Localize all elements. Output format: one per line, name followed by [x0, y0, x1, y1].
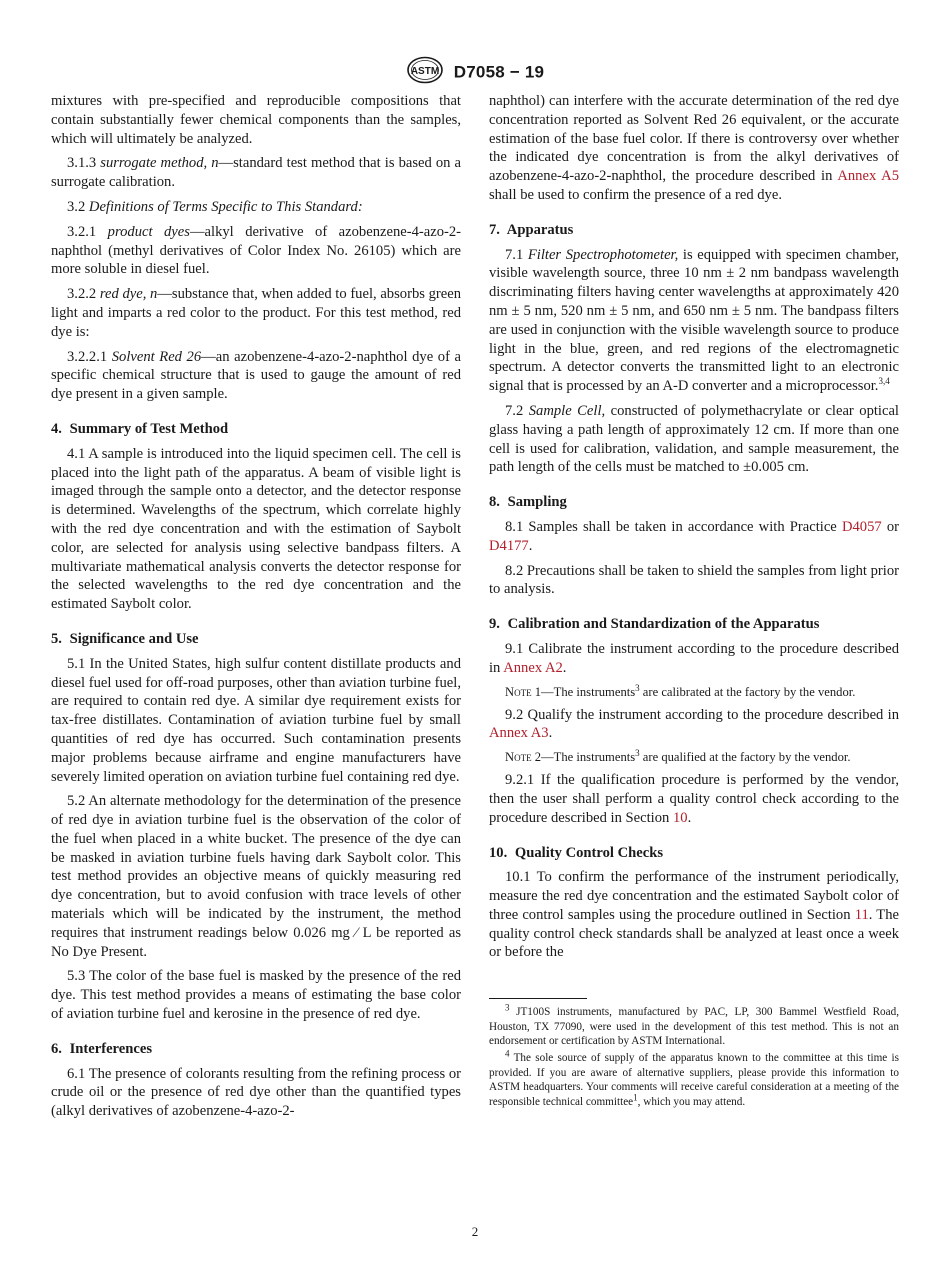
link-section-11[interactable]: 11 [854, 906, 869, 923]
section-heading-9: 9. Calibration and Standardization of the Apparatus [489, 616, 820, 633]
paragraph-7-2: 7.2 Sample Cell, constructed of polymethacrylate or clear optical glass having a path length of approximately 12 cm. If more than one cell is used for calibration, validation, and sample measurement, the path length of the cells must be matched to ±0.005 cm. [489, 402, 899, 476]
paragraph-9-1: 9.1 Calibrate the instrument according to the procedure described in Annex A2. [489, 640, 899, 676]
astm-logo-text: ASTM [410, 66, 439, 77]
section-heading-6: 6. Interferences [51, 1040, 152, 1057]
astm-logo-icon [406, 56, 444, 89]
paragraph-9-2-1: 9.2.1 If the qualification procedure is performed by the vendor, then the user shall perform a quality control check according to the procedure described in Section 10. [489, 772, 899, 826]
link-annex-a2[interactable]: Annex A2 [503, 659, 563, 676]
paragraph-3-2-2: 3.2.2 red dye, n—substance that, when added to fuel, absorbs green light and imparts a red color to the product. For this test method, red dye is: [51, 286, 461, 340]
section-heading-5: 5. Significance and Use [51, 630, 199, 647]
section-heading-10: 10. Quality Control Checks [489, 844, 664, 861]
note-2: Note 2—The instruments$^3$ are qualified at the factory by the vendor. [505, 747, 851, 765]
footnote-ref-3-4[interactable]: 3,4 [878, 376, 890, 387]
link-d4177[interactable]: D4177 [489, 537, 529, 554]
paragraph-8-2: 8.2 Precautions shall be taken to shield the samples from light prior to analysis. [489, 562, 899, 598]
paragraph-6-1: 6.1 The presence of colorants resulting from the refining process or crude oil or the presence of red dye other than the quantified types (alkyl derivatives of azobenzene-4-azo-2- [51, 1065, 461, 1120]
term-solvent-red-26: Solvent Red 26 [111, 348, 202, 365]
link-annex-a5[interactable]: Annex A5 [837, 168, 899, 185]
term-product-dyes: product dyes [107, 223, 190, 240]
paragraph-4-1: 4.1 A sample is introduced into the liquid specimen cell. The cell is placed into the light path of the apparatus. A beam of visible light is imaged through the sample onto a detector, and the detector response is determined. Wavelengths of the spectrum, which correlate highly with the red dye concentration and with the estimation of Saybolt color, are selected for analysis using selective bandpass filters. A multivariate mathematical analysis converts the detector response for the selected wavelengths to the red dye concentration and the estimated Saybolt color. [51, 445, 461, 613]
paragraph-10-1: 10.1 To confirm the performance of the instrument periodically, measure the red dye concentration and the estimated Saybolt color of three control samples using the procedure outlined in Section 11. The quality control check standards shall be analyzed at least once a week or before the [489, 869, 899, 961]
section-heading-4: 4. Summary of Test Method [51, 420, 229, 437]
paragraph-5-2: 5.2 An alternate methodology for the determination of the presence of red dye in aviation turbine fuel is the observation of the color of the fuel when placed in a white bucket. The presence of the dye can be masked in aviation turbine fuels having dark Saybolt color. This test method provides an objective means of quickly measuring red dye concentration, but to avoid confusion with trace levels of other materials which will be indicated by the instrument, the method requires that instrument readings below 0.026 mg ⁄ L be reported as No Dye Present. [51, 793, 461, 960]
section-heading-8: 8. Sampling [489, 494, 567, 511]
paragraph-3-2-1: 3.2.1 product dyes—alkyl derivative of azobenzene-4-azo-2-naphthol (methyl derivatives of Color Index No. 26105) which are more soluble in diesel fuel. [51, 223, 462, 278]
paragraph-5-3: 5.3 The color of the base fuel is masked by the presence of the red dye. This test method provides a means of estimating the base color of aviation turbine fuel and kerosine in the presence of red dye. [51, 968, 461, 1023]
link-section-10[interactable]: 10 [672, 809, 688, 826]
page-number: 2 [471, 1224, 479, 1239]
paragraph-5-1: 5.1 In the United States, high sulfur content distillate products and diesel fuel used for off-road purposes, other than aviation turbine fuel, are required to contain red dye. A similar dye requirement exists for tax-free distillates. Contamination of aviation turbine fuel by small quantities of red dye has occurred. Such contamination presents major problems because airframe and engine manufacturers have severely limited operation on aviation turbine fuel containing red dye. [51, 655, 461, 785]
paragraph-continued: mixtures with pre-specified and reproducible compositions that contain substantially fewer chemical components than the samples, which will ultimately be analyzed. [51, 93, 461, 147]
footnote-divider [489, 998, 587, 999]
term-sample-cell: Sample Cell, [528, 402, 606, 419]
term-surrogate-method: surrogate method, n [100, 155, 219, 172]
page-header [0, 56, 950, 89]
paragraph-3-2: 3.2 Definitions of Terms Specific to This Standard: [67, 198, 363, 215]
paragraph-6-1-continued: naphthol) can interfere with the accurate determination of the red dye concentration reported as Solvent Red 26 equivalent, or the accurate estimation of the base fuel color. If there is controversy over whether the indicated dye concentration is from the alkyl derivatives of azobenzene-4-azo-2-naphthol, the procedure described in Annex A5 shall be used to confirm the presence of a red dye. [489, 93, 899, 203]
document-designation: D7058 − 19 [453, 62, 545, 82]
link-annex-a3[interactable]: Annex A3 [489, 725, 549, 742]
paragraph-3-1-3: 3.1.3 surrogate method, n—standard test method that is based on a surrogate calibration. [51, 155, 462, 191]
term-red-dye: red dye, n [99, 286, 158, 303]
paragraph-8-1: 8.1 Samples shall be taken in accordance with Practice D4057 or D4177. [489, 518, 899, 554]
section-heading-7: 7. Apparatus [489, 221, 574, 238]
paragraph-9-2: 9.2 Qualify the instrument according to the procedure described in Annex A3. [489, 706, 899, 742]
paragraph-7-1: 7.1 Filter Spectrophotometer, is equipped with specimen chamber, visible wavelength source, three 10 nm ± 2 nm bandpass wavelength discriminating filters having center wavelengths at approximately 420 nm ± 5 nm, 520 nm ± 5 nm, and 650 nm ± 5 nm. The bandpass filters are used in conjunction with the visible wavelength source to produce light in the blue, green, and red regions of the electromagnetic spectrum. A detector converts the transmitted light to an electronic signal that is processed by an A-D converter and a microprocessor.$^{3,4}$ [489, 246, 899, 395]
footnote-3: $^3$ JT100S instruments, manufactured by PAC, LP, 300 Bammel Westfield Road, Houston, TX 77090, were used in the development of this test method. This is not an endorsement or certification by ASTM International. [489, 1002, 900, 1048]
link-d4057[interactable]: D4057 [841, 518, 882, 535]
term-filter-spectrophotometer: Filter Spectrophotometer, [527, 246, 679, 263]
right-column [489, 92, 899, 1111]
left-column [51, 92, 461, 1127]
footnote-4: $^4$ The sole source of supply of the apparatus known to the committee at this time is provided. If you are aware of alternative suppliers, please provide this information to ASTM headquarters. Your comments will receive careful consideration at a meeting of the responsible technical committee$^1$, which you may attend. [489, 1048, 899, 1108]
paragraph-3-2-2-1: 3.2.2.1 Solvent Red 26—an azobenzene-4-azo-2-naphthol dye of a specific chemical structure that is used to gauge the amount of red dye present in a given sample. [51, 348, 461, 403]
note-1: Note 1—The instruments$^3$ are calibrated at the factory by the vendor. [505, 682, 856, 699]
